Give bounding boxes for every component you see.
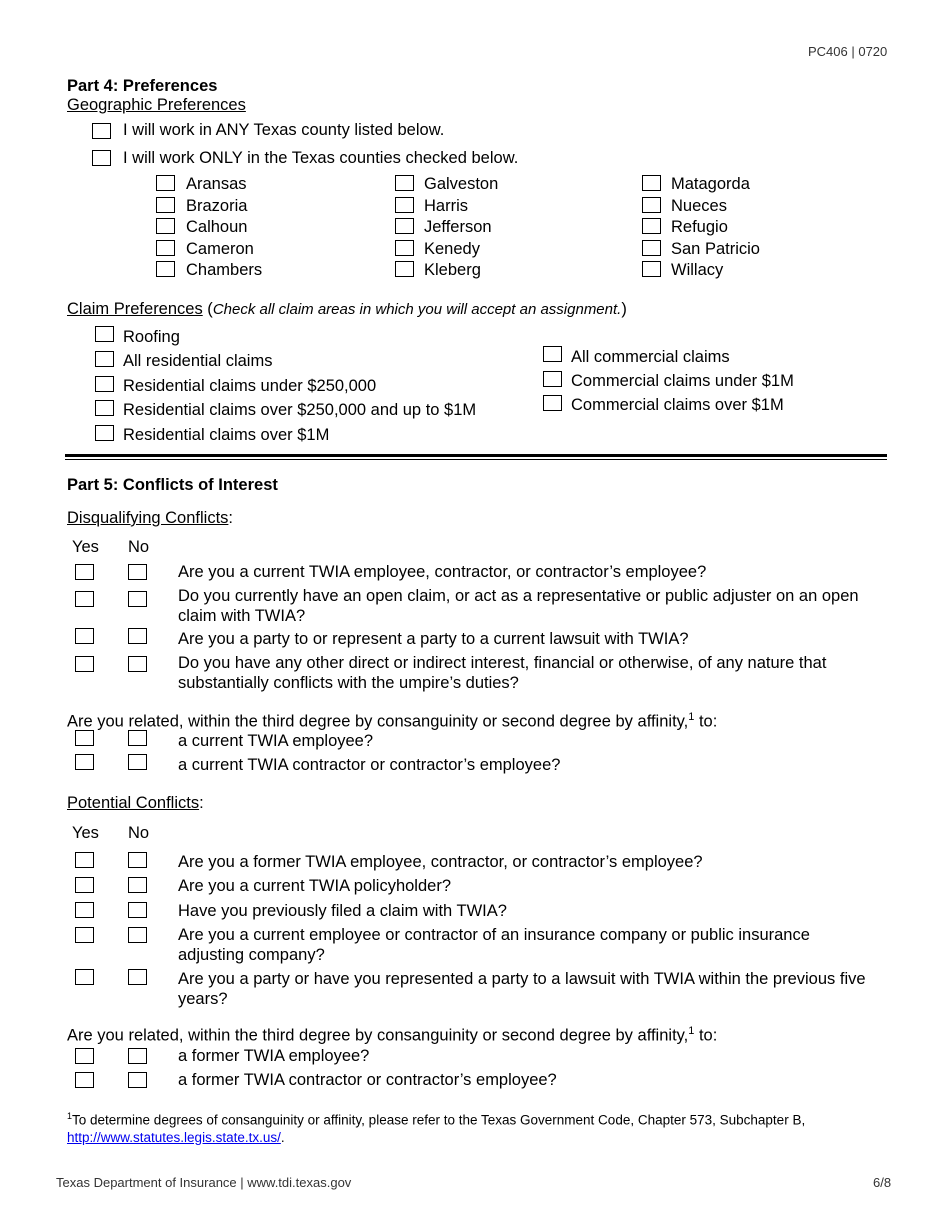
related-item: a current TWIA contractor or contractor’s employee?	[178, 756, 561, 774]
section-divider-thin	[65, 459, 887, 460]
geo-any-label: I will work in ANY Texas county listed below.	[123, 121, 445, 139]
claim-pref-note: Check all claim areas in which you will accept an assignment.	[212, 301, 622, 318]
related-prefix: Are you related, within the third degree by consanguinity or second degree by affinity,	[67, 712, 689, 731]
related-question	[67, 708, 717, 732]
claim-checkbox[interactable]	[543, 346, 562, 362]
no-checkbox[interactable]	[128, 564, 147, 580]
claim-label: Commercial claims over $1M	[571, 396, 784, 414]
form-code: PC406 | 0720	[808, 44, 888, 59]
disq-heading: Disqualifying Conflicts:	[67, 509, 233, 527]
county-checkbox[interactable]	[156, 261, 175, 277]
related-item: a former TWIA employee?	[178, 1047, 370, 1065]
no-checkbox[interactable]	[128, 730, 147, 746]
claim-checkbox[interactable]	[543, 371, 562, 387]
county-label: Jefferson	[424, 218, 492, 236]
yes-header: Yes	[72, 538, 99, 556]
county-checkbox[interactable]	[642, 261, 661, 277]
yes-checkbox[interactable]	[75, 591, 94, 607]
yes-checkbox[interactable]	[75, 730, 94, 746]
county-label: Calhoun	[186, 218, 248, 236]
county-checkbox[interactable]	[395, 175, 414, 191]
claim-label: All commercial claims	[571, 348, 730, 366]
yes-checkbox[interactable]	[75, 1048, 94, 1064]
question-text: Do you currently have an open claim, or act as a representative or public adjuster on an open claim with TWIA?	[178, 587, 859, 625]
yes-checkbox[interactable]	[75, 628, 94, 644]
claim-checkbox[interactable]	[95, 425, 114, 441]
county-label: Galveston	[424, 175, 499, 193]
claim-checkbox[interactable]	[543, 395, 562, 411]
yes-checkbox[interactable]	[75, 852, 94, 868]
section-divider	[65, 454, 887, 457]
part5-title: Part 5: Conflicts of Interest	[67, 476, 278, 494]
county-label: Matagorda	[671, 175, 750, 193]
county-checkbox[interactable]	[156, 197, 175, 213]
county-checkbox[interactable]	[395, 218, 414, 234]
no-checkbox[interactable]	[128, 852, 147, 868]
geo-pref-title: Geographic Preferences	[67, 96, 246, 114]
no-checkbox[interactable]	[128, 927, 147, 943]
claim-checkbox[interactable]	[95, 400, 114, 416]
footnote-mark: 1	[688, 711, 695, 723]
claim-checkbox[interactable]	[95, 326, 114, 342]
claim-label: Residential claims under $250,000	[123, 377, 377, 395]
question-text: Are you a former TWIA employee, contractor, or contractor’s employee?	[178, 853, 703, 871]
footnote-mark: 1	[688, 1025, 695, 1037]
related-item: a former TWIA contractor or contractor’s employee?	[178, 1071, 557, 1089]
no-checkbox[interactable]	[128, 656, 147, 672]
county-label: Cameron	[186, 240, 254, 258]
no-checkbox[interactable]	[128, 591, 147, 607]
pot-heading: Potential Conflicts:	[67, 794, 204, 812]
geo-only-checkbox[interactable]	[92, 150, 111, 166]
county-label: Chambers	[186, 261, 263, 279]
county-label: San Patricio	[671, 240, 760, 258]
county-label: Refugio	[671, 218, 728, 236]
claim-pref-heading: Claim Preferences (Check all claim areas in which you will accept an assignment.)	[67, 300, 627, 318]
claim-checkbox[interactable]	[95, 351, 114, 367]
no-checkbox[interactable]	[128, 628, 147, 644]
county-checkbox[interactable]	[156, 175, 175, 191]
pot-title: Potential Conflicts	[67, 794, 200, 812]
county-label: Aransas	[186, 175, 247, 193]
footer-agency: Texas Department of Insurance | www.tdi.texas.gov	[56, 1175, 352, 1190]
yes-checkbox[interactable]	[75, 564, 94, 580]
part4-title: Part 4: Preferences	[67, 77, 218, 95]
county-checkbox[interactable]	[642, 240, 661, 256]
question-text: Are you a current TWIA employee, contractor, or contractor’s employee?	[178, 563, 707, 581]
yes-checkbox[interactable]	[75, 902, 94, 918]
no-checkbox[interactable]	[128, 754, 147, 770]
county-label: Willacy	[671, 261, 724, 279]
question-text: Are you a party or have you represented a party to a lawsuit with TWIA within the previous five years?	[178, 970, 866, 1008]
question-text: Do you have any other direct or indirect interest, financial or otherwise, of any nature that substantially conflicts with the umpire’s duties?	[178, 654, 827, 692]
yes-checkbox[interactable]	[75, 1072, 94, 1088]
question-text: Are you a party to or represent a party to a current lawsuit with TWIA?	[178, 630, 689, 648]
county-checkbox[interactable]	[395, 240, 414, 256]
claim-label: Residential claims over $1M	[123, 426, 330, 444]
county-checkbox[interactable]	[156, 240, 175, 256]
no-header: No	[128, 538, 150, 556]
related-suffix: to:	[694, 712, 718, 731]
claim-label: Roofing	[123, 328, 180, 346]
related-item: a current TWIA employee?	[178, 732, 374, 750]
yes-checkbox[interactable]	[75, 969, 94, 985]
county-label: Harris	[424, 197, 468, 215]
county-checkbox[interactable]	[395, 197, 414, 213]
yes-header: Yes	[72, 824, 99, 842]
claim-checkbox[interactable]	[95, 376, 114, 392]
county-checkbox[interactable]	[156, 218, 175, 234]
footnote-text: To determine degrees of consanguinity or affinity, please refer to the Texas Government Code, Chapter 573, Subchapter B,	[72, 1112, 806, 1128]
yes-checkbox[interactable]	[75, 927, 94, 943]
county-label: Nueces	[671, 197, 727, 215]
related-prefix: Are you related, within the third degree by consanguinity or second degree by affinity,	[67, 1026, 689, 1045]
question-text: Are you a current TWIA policyholder?	[178, 877, 451, 895]
question-text: Have you previously filed a claim with TWIA?	[178, 902, 507, 920]
related-suffix: to:	[694, 1026, 718, 1045]
county-label: Kenedy	[424, 240, 480, 258]
yes-checkbox[interactable]	[75, 877, 94, 893]
disq-title: Disqualifying Conflicts	[67, 509, 229, 527]
footnote: $^1$To determine degrees of consanguinity or affinity, please refer to the Texas Government Code, Chapter 573, Subchapter B, http://www.statutes.legis.state.tx.us/.	[67, 1111, 806, 1145]
no-checkbox[interactable]	[128, 1048, 147, 1064]
county-checkbox[interactable]	[395, 261, 414, 277]
county-checkbox[interactable]	[642, 218, 661, 234]
geo-any-checkbox[interactable]	[92, 123, 111, 139]
geo-only-label: I will work ONLY in the Texas counties checked below.	[123, 149, 519, 167]
no-checkbox[interactable]	[128, 877, 147, 893]
page-number: 6/8	[873, 1175, 892, 1190]
no-checkbox[interactable]	[128, 969, 147, 985]
no-checkbox[interactable]	[128, 1072, 147, 1088]
yes-checkbox[interactable]	[75, 656, 94, 672]
claim-label: All residential claims	[123, 352, 273, 370]
related-question	[67, 1022, 717, 1046]
claim-pref-title: Claim Preferences	[67, 300, 203, 318]
county-label: Brazoria	[186, 197, 248, 215]
question-text: Are you a current employee or contractor of an insurance company or public insurance adjusting company?	[178, 926, 810, 964]
county-label: Kleberg	[424, 261, 481, 279]
no-checkbox[interactable]	[128, 902, 147, 918]
footnote-number: 1	[67, 1111, 73, 1121]
yes-checkbox[interactable]	[75, 754, 94, 770]
claim-label: Commercial claims under $1M	[571, 372, 794, 390]
statutes-link[interactable]: http://www.statutes.legis.state.tx.us/	[67, 1129, 281, 1145]
claim-label: Residential claims over $250,000 and up to $1M	[123, 401, 477, 419]
no-header: No	[128, 824, 150, 842]
county-checkbox[interactable]	[642, 175, 661, 191]
county-checkbox[interactable]	[642, 197, 661, 213]
